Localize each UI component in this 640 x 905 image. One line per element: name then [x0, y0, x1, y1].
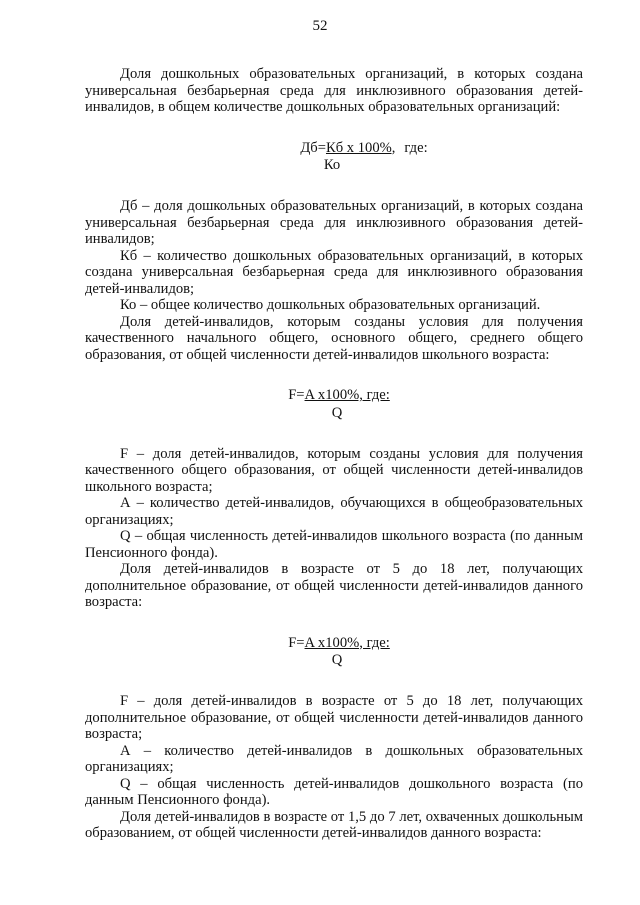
formula-numerator: A x100%, где: [304, 634, 390, 651]
paragraph: F – доля детей-инвалидов, которым созданы условия для получения качественного общего образования, от общей численности детей-инвалидов школьного возраста; [85, 445, 583, 495]
formula-db [145, 140, 583, 175]
formula-lhs: Дб= [300, 139, 326, 156]
formula-f-additional [95, 635, 583, 670]
paragraph: Q – общая численность детей-инвалидов школьного возраста (по данным Пенсионного фонда). [85, 528, 583, 561]
formula-numerator: Кб x 100%, [325, 139, 396, 156]
formula-suffix: где: [404, 139, 428, 156]
formula-lhs: F= [288, 387, 305, 403]
formula-denominator: Q [331, 652, 343, 668]
paragraph: Ко – общее количество дошкольных образовательных организаций. [120, 297, 541, 313]
formula-denominator: Ко [323, 157, 341, 173]
page-number: 52 [312, 18, 328, 34]
paragraph: Доля дошкольных образовательных организаций, в которых создана универсальная безбарьерная среда для инклюзивного образования детей-инвалидов, в общем количестве дошкольных образовательных организаций: [85, 66, 583, 115]
formula-f-school [95, 387, 583, 422]
formula-lhs: F= [288, 634, 305, 651]
paragraph: F – доля детей-инвалидов в возрасте от 5 до 18 лет, получающих дополнительное образование, от общей численности детей-инвалидов данного возраста; [85, 693, 583, 742]
paragraph: Доля детей-инвалидов в возрасте от 5 до 18 лет, получающих дополнительное образование, от общей численности детей-инвалидов данного возраста: [85, 561, 583, 610]
paragraph: Q – общая численность детей-инвалидов дошкольного возраста (по данным Пенсионного фонда). [85, 775, 583, 808]
paragraph: Доля детей-инвалидов, которым созданы условия для получения качественного начального общего, основного общего, среднего общего образования, от общей численности детей-инвалидов школьного возраста: [85, 313, 583, 363]
paragraph: Кб – количество дошкольных образовательных организаций, в которых создана универсальная безбарьерная среда для инклюзивного образования детей-инвалидов; [85, 247, 583, 297]
paragraph: А – количество детей-инвалидов в дошкольных образовательных организациях; [85, 742, 583, 775]
paragraph: А – количество детей-инвалидов, обучающихся в общеобразовательных организациях; [85, 495, 583, 528]
paragraph: Доля детей-инвалидов в возрасте от 1,5 до 7 лет, охваченных дошкольным образованием, от общей численности детей-инвалидов данного возраста: [85, 808, 583, 841]
formula-numerator: A x100%, где: [304, 387, 390, 403]
formula-denominator: Q [331, 404, 343, 421]
paragraph: Дб – доля дошкольных образовательных организаций, в которых создана универсальная безбарьерная среда для инклюзивного образования детей-инвалидов; [85, 198, 583, 247]
document-body [85, 66, 583, 842]
